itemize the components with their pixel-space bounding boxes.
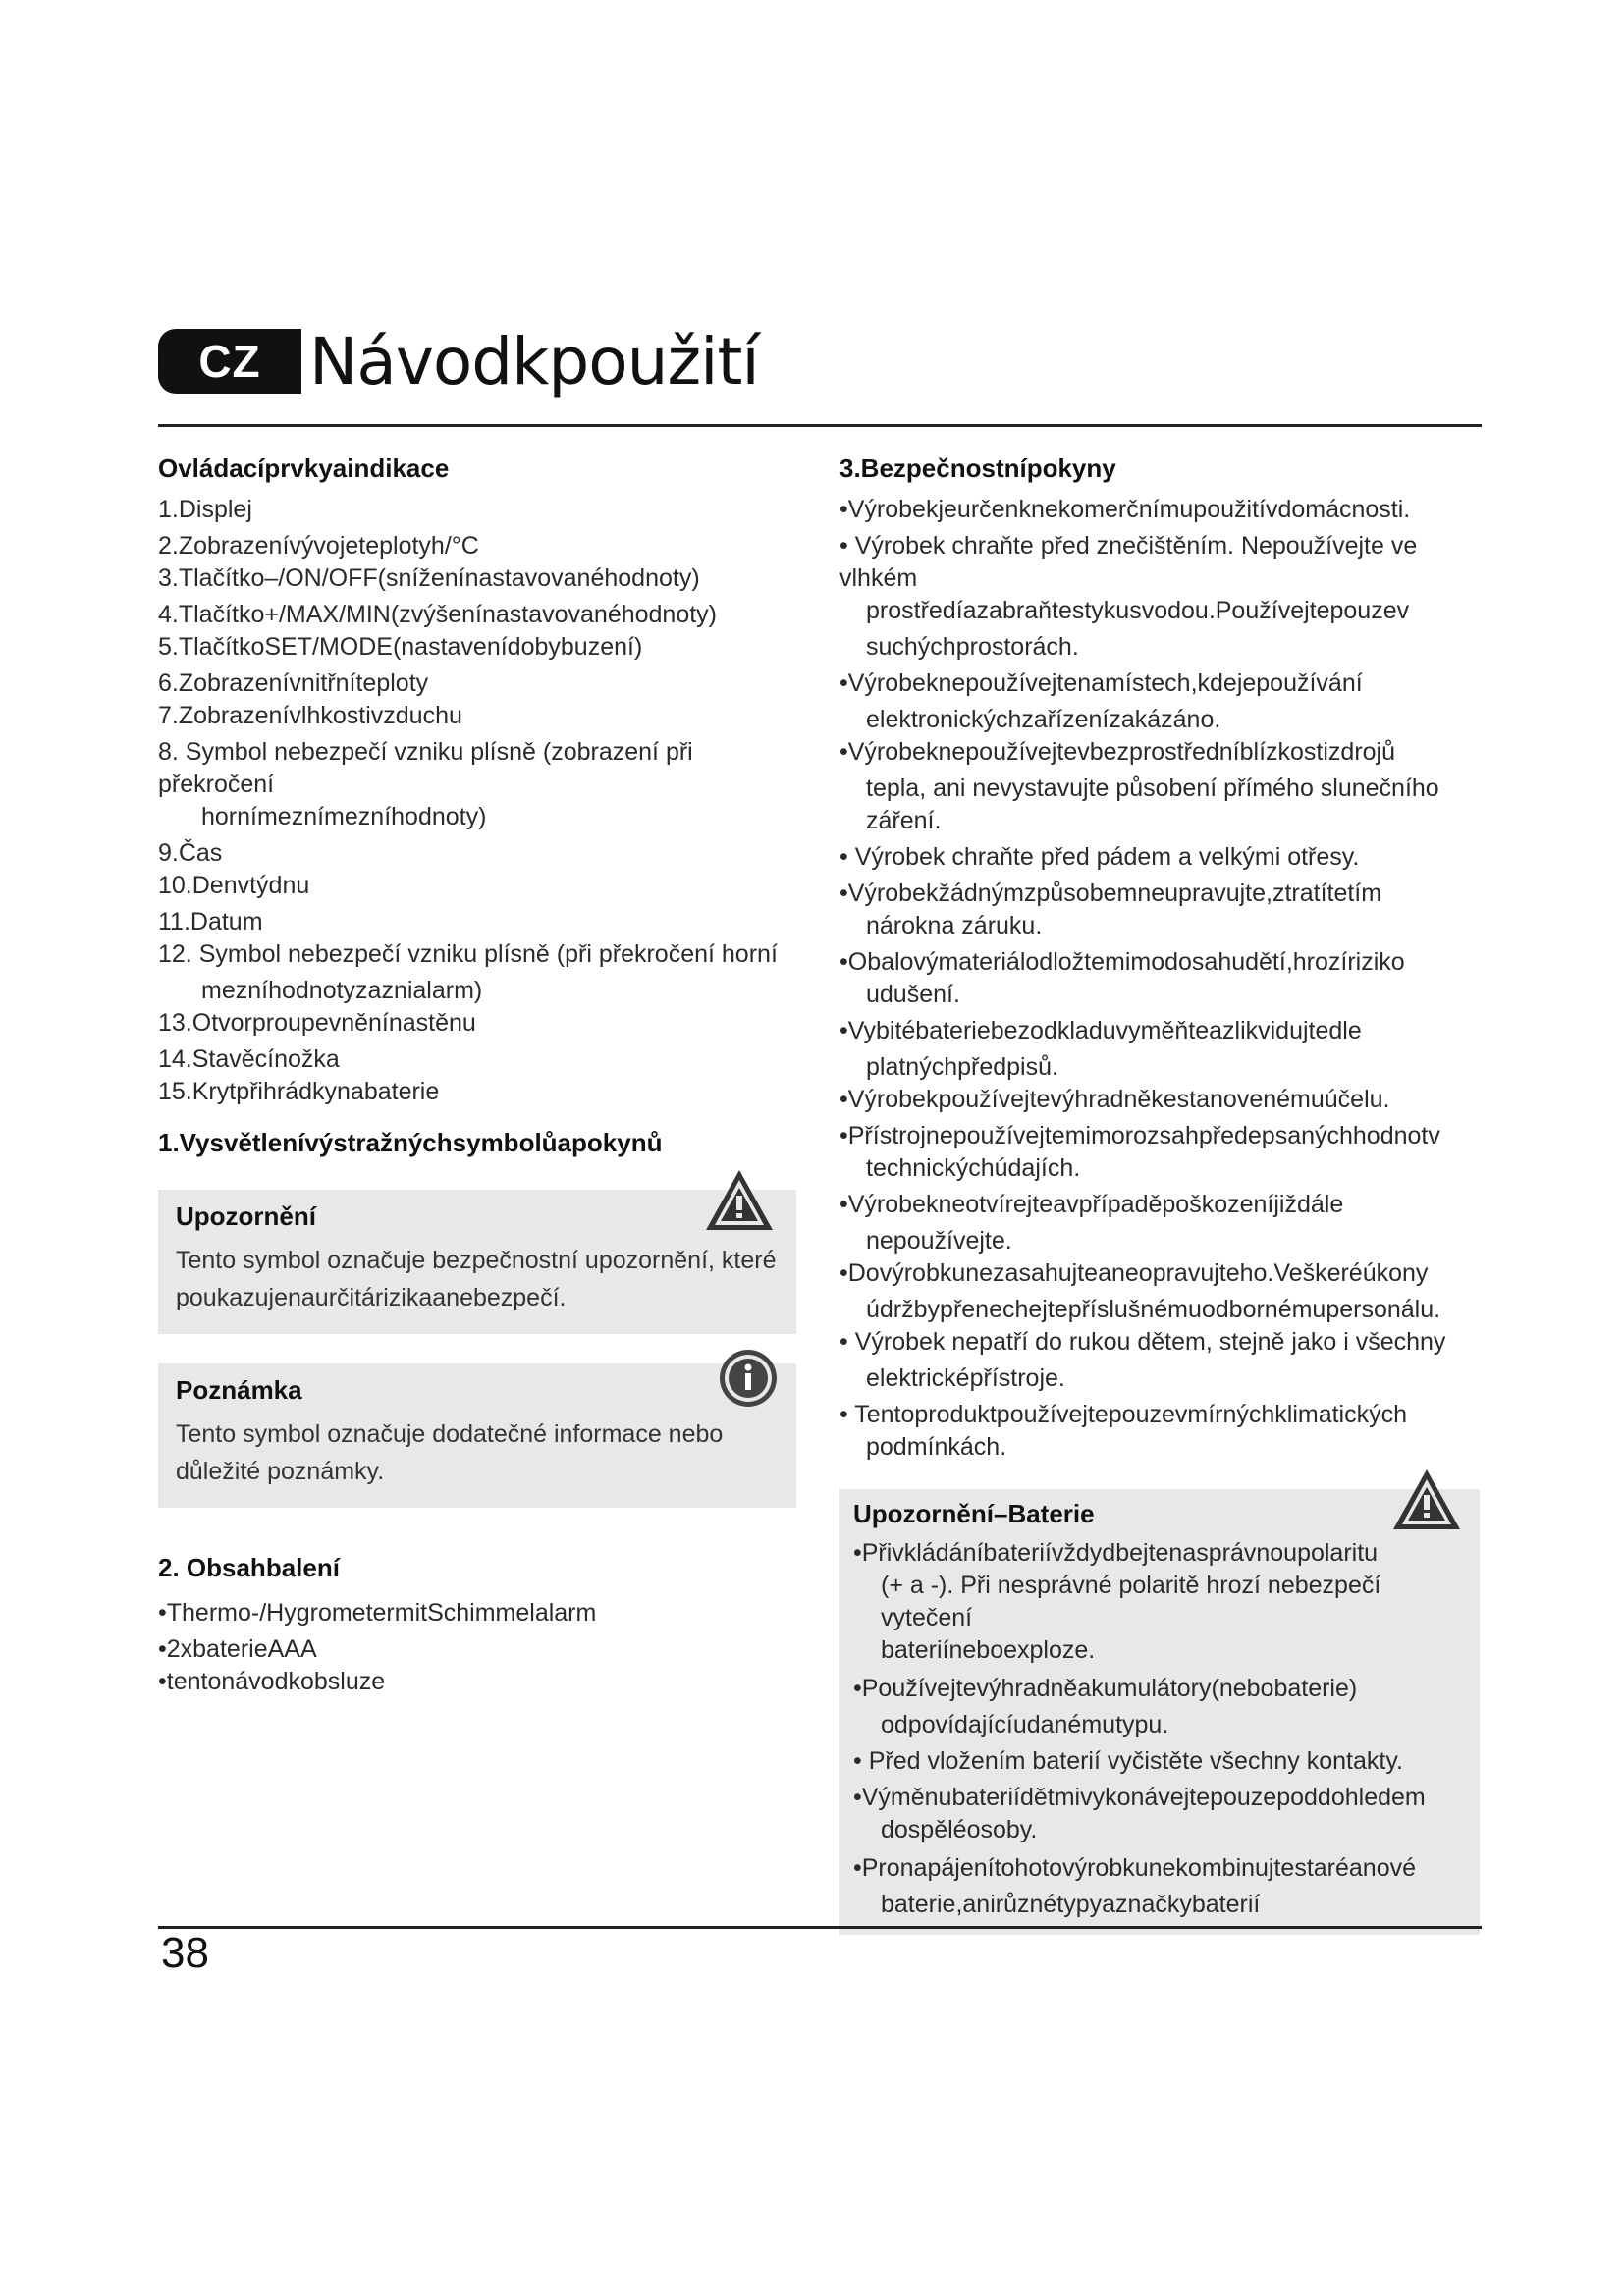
- footer-rule: [158, 1926, 1482, 1929]
- section1-heading: 1.Vysvětlenívýstražnýchsymbolůapokynů: [158, 1128, 663, 1157]
- list-item: (+ a -). Při nesprávné polaritě hrozí nebezpečí vytečení: [881, 1572, 1381, 1631]
- controls-list: [158, 494, 796, 1108]
- warning-box: [158, 1190, 796, 1334]
- list-item: 13.Otvorproupevněnínastěnu: [158, 1009, 476, 1037]
- list-item: •Přivkládáníbateriívždydbejtenasprávnoupolaritu: [853, 1539, 1379, 1567]
- list-item: •Výrobekžádnýmzpůsobemneupravujte,ztratítetím: [839, 880, 1382, 907]
- list-item: elektricképřístroje.: [866, 1364, 1065, 1392]
- note-box: [158, 1363, 796, 1508]
- list-item: bateriíneboexploze.: [881, 1636, 1096, 1664]
- list-item: prostředíazabraňtestykusvodou.Používejtepouzev: [866, 597, 1410, 624]
- list-item: • Výrobek chraňte před znečištěním. Nepoužívejte ve vlhkém: [839, 532, 1418, 592]
- list-item: 6.Zobrazenívnitřníteploty: [158, 669, 429, 697]
- list-item: •Výrobekpoužívejtevýhradněkestanovenémuúčelu.: [839, 1086, 1390, 1113]
- list-item: platnýchpředpisů.: [866, 1053, 1058, 1081]
- list-item: • Tentoproduktpoužívejtepouzevmírnýchklimatických: [839, 1401, 1408, 1428]
- list-item: •Vybitébateriebezodkladuvyměňteazlikvidujtedle: [839, 1017, 1362, 1044]
- list-item: •Dovýrobkunezasahujteaneopravujteho.Veškeréúkony: [839, 1259, 1429, 1287]
- left-column: [158, 454, 796, 1698]
- warning-triangle-icon: [704, 1168, 775, 1233]
- list-item: •Výrobekneotvírejteavpřípaděpoškozeníjiždále: [839, 1191, 1344, 1218]
- battery-warning-title: Upozornění–Baterie: [853, 1499, 1095, 1528]
- note-title: Poznámka: [176, 1375, 302, 1405]
- warning-text: Tento symbol označuje bezpečnostní upozornění, které poukazujenaurčitárizikaanebezpečí.: [176, 1247, 777, 1311]
- list-item: •Pronapájenítohotovýrobkunekombinujtestaréanové: [853, 1854, 1417, 1882]
- list-item: 11.Datum: [158, 908, 263, 935]
- list-item: mezníhodnotyzaznialarm): [201, 977, 483, 1004]
- list-item: 7.Zobrazenívlhkostivzduchu: [158, 702, 462, 729]
- list-item: 4.Tlačítko+/MAX/MIN(zvýšenínastavovanéhodnoty): [158, 601, 718, 628]
- warning-triangle-icon: [1391, 1468, 1462, 1532]
- list-item: údržbypřenechejtepříslušnémuodbornémupersonálu.: [866, 1296, 1441, 1323]
- list-item: 1.Displej: [158, 496, 252, 523]
- section2-heading: 2. Obsahbalení: [158, 1553, 340, 1582]
- info-icon: [718, 1348, 779, 1409]
- right-column: [839, 454, 1483, 1935]
- page-title: Návodkpoužití: [309, 323, 759, 400]
- list-item: 14.Stavěcínožka: [158, 1045, 340, 1073]
- list-item: suchýchprostorách.: [866, 633, 1079, 661]
- list-item: •Výrobeknepoužívejtenamístech,kdejepoužívání: [839, 669, 1363, 697]
- section3-heading: 3.Bezpečnostnípokyny: [839, 454, 1116, 483]
- list-item: •Výrobeknepoužívejtevbezprostředníblízkostizdrojů: [839, 738, 1396, 766]
- page-number: 38: [161, 1929, 209, 1977]
- list-item: baterie,anirůznétypyaznačkybaterií: [881, 1891, 1261, 1918]
- list-item: hornímeznímezníhodnoty): [201, 803, 487, 830]
- warning-title: Upozornění: [176, 1201, 316, 1231]
- list-item: 15.Krytpřihrádkynabaterie: [158, 1078, 440, 1105]
- list-item: • Výrobek nepatří do rukou dětem, stejně jako i všechny: [839, 1328, 1446, 1356]
- list-item: technickýchúdajích.: [866, 1154, 1081, 1182]
- list-item: podmínkách.: [866, 1433, 1007, 1461]
- list-item: tepla, ani nevystavujte působení přímého slunečního: [866, 774, 1439, 802]
- list-item: •2xbaterieAAA: [158, 1635, 317, 1663]
- list-item: 9.Čas: [158, 839, 223, 867]
- list-item: nepoužívejte.: [866, 1227, 1012, 1255]
- list-item: 8. Symbol nebezpečí vzniku plísně (zobrazení při překročení: [158, 738, 693, 798]
- list-item: • Výrobek chraňte před pádem a velkými otřesy.: [839, 843, 1360, 871]
- list-item: •Výměnubateriídětmivykonávejtepouzepoddohledem: [853, 1784, 1426, 1811]
- controls-heading: Ovládacíprvkyaindikace: [158, 454, 450, 483]
- page-header: [158, 323, 759, 400]
- list-item: 3.Tlačítko–/ON/OFF(sníženínastavovanéhodnoty): [158, 564, 700, 592]
- list-item: odpovídajícíudanémutypu.: [881, 1711, 1169, 1738]
- list-item: 12. Symbol nebezpečí vzniku plísně (při překročení horní: [158, 940, 778, 968]
- battery-warning-box: [839, 1489, 1480, 1935]
- note-text: Tento symbol označuje dodatečné informace nebo důležité poznámky.: [176, 1420, 724, 1485]
- list-item: 10.Denvtýdnu: [158, 872, 310, 899]
- list-item: nárokna záruku.: [866, 912, 1043, 939]
- list-item: •tentonávodkobsluze: [158, 1668, 386, 1695]
- list-item: dospěléosoby.: [881, 1816, 1038, 1843]
- list-item: záření.: [866, 807, 942, 834]
- language-badge: CZ: [158, 329, 301, 394]
- list-item: • Před vložením baterií vyčistěte všechny kontakty.: [853, 1747, 1403, 1775]
- list-item: •Výrobekjeurčenknekomerčnímupoužitívdomácnosti.: [839, 496, 1411, 523]
- list-item: •Používejtevýhradněakumulátory(nebobaterie): [853, 1675, 1358, 1702]
- list-item: •Přístrojnepoužívejtemimorozsahpředepsanýchhodnotv: [839, 1122, 1440, 1149]
- safety-list: [839, 494, 1483, 1464]
- list-item: udušení.: [866, 981, 960, 1008]
- list-item: elektronickýchzařízenízakázáno.: [866, 706, 1221, 733]
- list-item: 2.Zobrazenívývojeteplotyh/°C: [158, 532, 479, 560]
- list-item: 5.TlačítkoSET/MODE(nastavenídobybuzení): [158, 633, 643, 661]
- list-item: •Thermo-/HygrometermitSchimmelalarm: [158, 1599, 597, 1627]
- list-item: •Obalovýmateriálodložtemimodosahudětí,hrozíriziko: [839, 948, 1405, 976]
- header-rule: [158, 424, 1482, 427]
